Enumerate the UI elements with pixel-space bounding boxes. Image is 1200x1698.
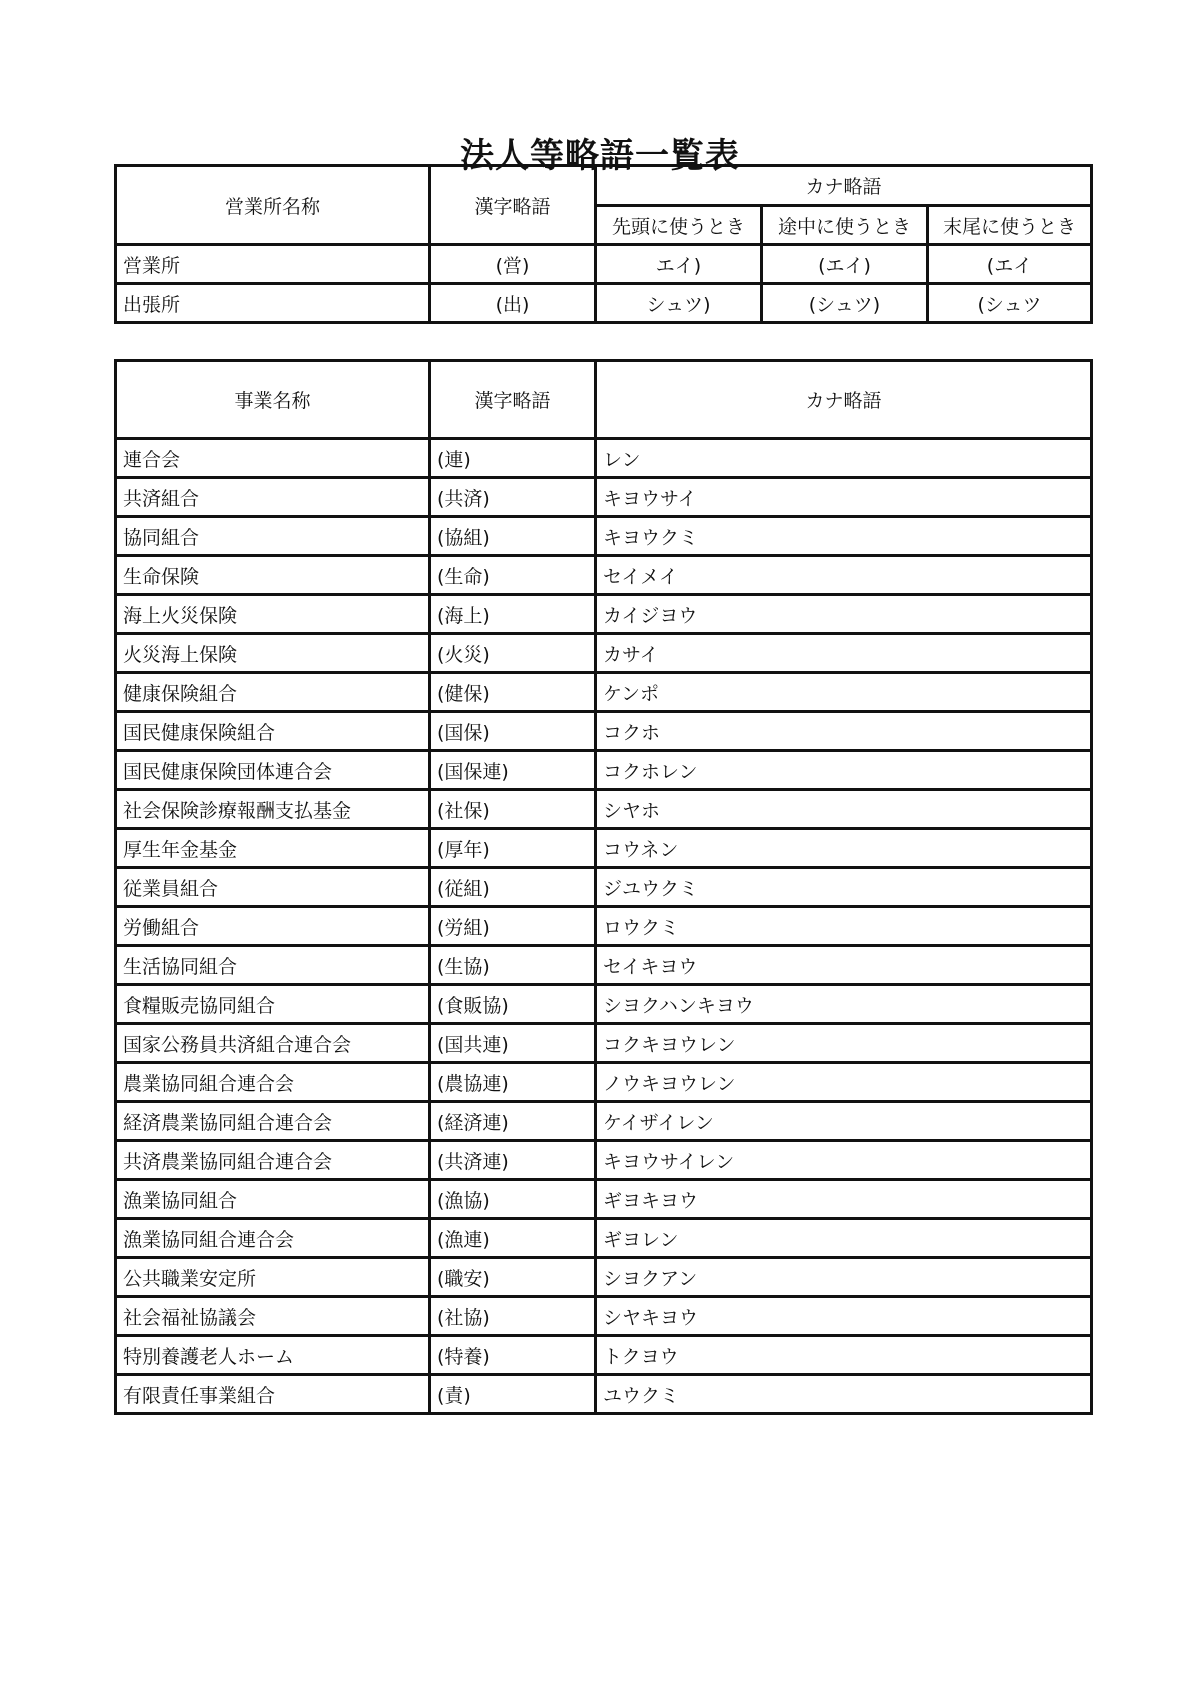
table-row (116, 673, 1092, 712)
business-name-cell: 従業員組合 (116, 868, 430, 907)
kanji-abbreviation-cell: (連) (430, 439, 596, 478)
kana-abbreviation-cell: コクホ (596, 712, 1092, 751)
kana-abbreviation-cell: ユウクミ (596, 1375, 1092, 1414)
kanji-abbreviation-cell: (国保連) (430, 751, 596, 790)
header-kanji-abbreviation: 漢字略語 (430, 361, 596, 439)
kana-abbreviation-cell: キヨウクミ (596, 517, 1092, 556)
business-name-cell: 公共職業安定所 (116, 1258, 430, 1297)
kana-abbreviation-cell: キヨウサイレン (596, 1141, 1092, 1180)
kanji-abbreviation-cell: (共済) (430, 478, 596, 517)
kana-abbreviation-cell: シヤホ (596, 790, 1092, 829)
header-kana-abbreviation: カナ略語 (596, 361, 1092, 439)
header-kana-end: 末尾に使うとき (928, 206, 1092, 245)
table-row (116, 1375, 1092, 1414)
kanji-abbreviation-cell: (営) (430, 245, 596, 284)
kana-abbreviation-cell: コクキヨウレン (596, 1024, 1092, 1063)
kanji-abbreviation-cell: (出) (430, 284, 596, 323)
business-name-cell: 火災海上保険 (116, 634, 430, 673)
kana-abbreviation-cell: セイキヨウ (596, 946, 1092, 985)
kana-abbreviation-cell: ロウクミ (596, 907, 1092, 946)
kanji-abbreviation-cell: (労組) (430, 907, 596, 946)
business-name-cell: 国民健康保険組合 (116, 712, 430, 751)
table-row (116, 868, 1092, 907)
business-name-cell: 社会保険診療報酬支払基金 (116, 790, 430, 829)
table-row (116, 439, 1092, 478)
kanji-abbreviation-cell: (漁協) (430, 1180, 596, 1219)
table-row (116, 1336, 1092, 1375)
business-name-cell: 連合会 (116, 439, 430, 478)
kana-abbreviation-cell: ケンポ (596, 673, 1092, 712)
kana-abbreviation-cell: ジユウクミ (596, 868, 1092, 907)
table-row (116, 907, 1092, 946)
business-name-cell: 食糧販売協同組合 (116, 985, 430, 1024)
business-name-cell: 国民健康保険団体連合会 (116, 751, 430, 790)
office-abbreviation-table (114, 164, 1093, 324)
business-name-cell: 漁業協同組合 (116, 1180, 430, 1219)
header-office-name: 営業所名称 (116, 166, 430, 245)
table-row (116, 1141, 1092, 1180)
kana-abbreviation-cell: カイジヨウ (596, 595, 1092, 634)
kana-abbreviation-cell: ノウキヨウレン (596, 1063, 1092, 1102)
table-row (116, 634, 1092, 673)
kana-abbreviation-cell: ケイザイレン (596, 1102, 1092, 1141)
table-row (116, 985, 1092, 1024)
kana-abbreviation-cell: トクヨウ (596, 1336, 1092, 1375)
kanji-abbreviation-cell: (職安) (430, 1258, 596, 1297)
kanji-abbreviation-cell: (食販協) (430, 985, 596, 1024)
kanji-abbreviation-cell: (厚年) (430, 829, 596, 868)
kana-abbreviation-cell: セイメイ (596, 556, 1092, 595)
kana-abbreviation-cell: カサイ (596, 634, 1092, 673)
header-kana-abbreviation: カナ略語 (596, 166, 1092, 206)
table-row (116, 1297, 1092, 1336)
table-row (116, 712, 1092, 751)
page-title: 法人等略語一覧表 (460, 135, 740, 176)
office-name-cell: 出張所 (116, 284, 430, 323)
kanji-abbreviation-cell: (海上) (430, 595, 596, 634)
table-row (116, 478, 1092, 517)
kanji-abbreviation-cell: (農協連) (430, 1063, 596, 1102)
kanji-abbreviation-cell: (経済連) (430, 1102, 596, 1141)
table-row (116, 284, 1092, 323)
kana-abbreviation-cell: シヨクアン (596, 1258, 1092, 1297)
kanji-abbreviation-cell: (生命) (430, 556, 596, 595)
business-name-cell: 漁業協同組合連合会 (116, 1219, 430, 1258)
kanji-abbreviation-cell: (協組) (430, 517, 596, 556)
kanji-abbreviation-cell: (漁連) (430, 1219, 596, 1258)
table-row (116, 245, 1092, 284)
table-row (116, 1063, 1092, 1102)
table-row (116, 1024, 1092, 1063)
business-name-cell: 経済農業協同組合連合会 (116, 1102, 430, 1141)
table-row (116, 1219, 1092, 1258)
header-kanji-abbreviation: 漢字略語 (430, 166, 596, 245)
kana-middle-cell: (エイ) (762, 245, 928, 284)
business-name-cell: 労働組合 (116, 907, 430, 946)
header-kana-start: 先頭に使うとき (596, 206, 762, 245)
kana-abbreviation-cell: ギヨレン (596, 1219, 1092, 1258)
kanji-abbreviation-cell: (共済連) (430, 1141, 596, 1180)
kanji-abbreviation-cell: (責) (430, 1375, 596, 1414)
kana-abbreviation-cell: シヨクハンキヨウ (596, 985, 1092, 1024)
kanji-abbreviation-cell: (社協) (430, 1297, 596, 1336)
table-row (116, 751, 1092, 790)
kanji-abbreviation-cell: (火災) (430, 634, 596, 673)
business-name-cell: 海上火災保険 (116, 595, 430, 634)
table-row (116, 946, 1092, 985)
business-name-cell: 生活協同組合 (116, 946, 430, 985)
kana-abbreviation-cell: シヤキヨウ (596, 1297, 1092, 1336)
business-name-cell: 社会福祉協議会 (116, 1297, 430, 1336)
business-name-cell: 国家公務員共済組合連合会 (116, 1024, 430, 1063)
kanji-abbreviation-cell: (従組) (430, 868, 596, 907)
table-row (116, 790, 1092, 829)
business-abbreviation-table (114, 359, 1093, 1415)
business-name-cell: 農業協同組合連合会 (116, 1063, 430, 1102)
business-name-cell: 協同組合 (116, 517, 430, 556)
kana-abbreviation-cell: コクホレン (596, 751, 1092, 790)
kanji-abbreviation-cell: (社保) (430, 790, 596, 829)
kanji-abbreviation-cell: (生協) (430, 946, 596, 985)
business-name-cell: 共済組合 (116, 478, 430, 517)
kana-end-cell: (エイ (928, 245, 1092, 284)
kanji-abbreviation-cell: (国保) (430, 712, 596, 751)
kana-abbreviation-cell: キヨウサイ (596, 478, 1092, 517)
kana-end-cell: (シュツ (928, 284, 1092, 323)
kana-abbreviation-cell: レン (596, 439, 1092, 478)
office-name-cell: 営業所 (116, 245, 430, 284)
table-row (116, 1180, 1092, 1219)
kana-middle-cell: (シュツ) (762, 284, 928, 323)
business-name-cell: 生命保険 (116, 556, 430, 595)
kanji-abbreviation-cell: (健保) (430, 673, 596, 712)
business-name-cell: 厚生年金基金 (116, 829, 430, 868)
business-name-cell: 特別養護老人ホーム (116, 1336, 430, 1375)
kanji-abbreviation-cell: (国共連) (430, 1024, 596, 1063)
table-row (116, 517, 1092, 556)
header-kana-middle: 途中に使うとき (762, 206, 928, 245)
header-business-name: 事業名称 (116, 361, 430, 439)
business-name-cell: 健康保険組合 (116, 673, 430, 712)
table-row (116, 829, 1092, 868)
table-row (116, 1102, 1092, 1141)
business-name-cell: 共済農業協同組合連合会 (116, 1141, 430, 1180)
kana-abbreviation-cell: ギヨキヨウ (596, 1180, 1092, 1219)
kanji-abbreviation-cell: (特養) (430, 1336, 596, 1375)
table-row (116, 556, 1092, 595)
kana-start-cell: シュツ) (596, 284, 762, 323)
table-row (116, 595, 1092, 634)
table-row (116, 1258, 1092, 1297)
kana-start-cell: エイ) (596, 245, 762, 284)
business-name-cell: 有限責任事業組合 (116, 1375, 430, 1414)
kana-abbreviation-cell: コウネン (596, 829, 1092, 868)
